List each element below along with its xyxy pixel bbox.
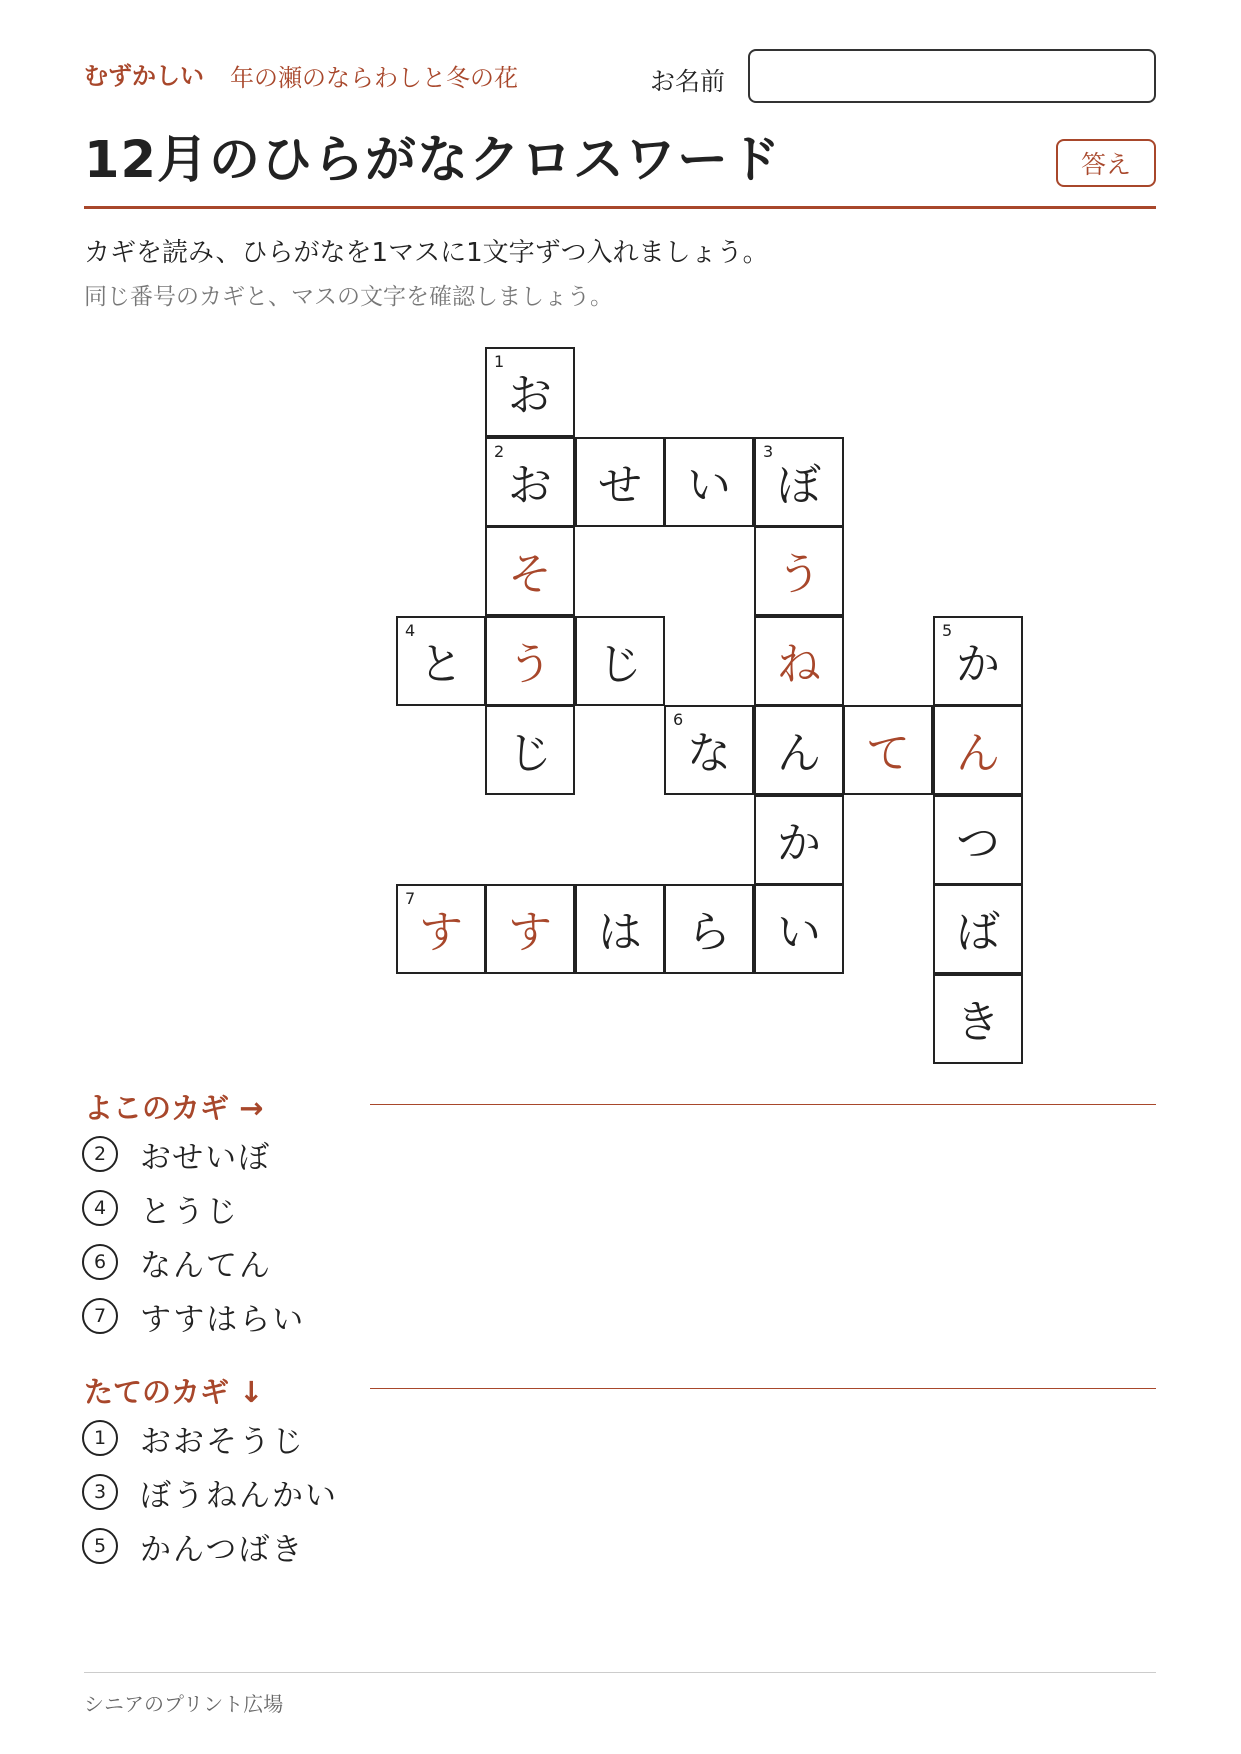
- cell-letter: い: [777, 907, 821, 958]
- clue-text: ぼうねんかい: [140, 1477, 338, 1514]
- cell-number: 7: [405, 889, 416, 908]
- grid-cell[interactable]: [396, 884, 486, 974]
- grid-cell[interactable]: [485, 526, 575, 616]
- grid-cell[interactable]: [396, 616, 486, 706]
- cell-number: 3: [763, 442, 774, 461]
- clue-item: [82, 1415, 305, 1461]
- cell-letter: じ: [598, 639, 642, 690]
- cell-letter: す: [508, 907, 552, 958]
- clue-number-badge: 2: [82, 1136, 118, 1172]
- grid-cell[interactable]: [933, 795, 1023, 885]
- grid-cell[interactable]: [485, 884, 575, 974]
- cell-letter: て: [866, 728, 910, 779]
- difficulty-label: むずかしい: [84, 62, 204, 90]
- cell-letter: う: [508, 639, 552, 690]
- cell-letter: お: [508, 370, 552, 421]
- cell-letter: ば: [956, 907, 1000, 958]
- grid-cell[interactable]: [664, 705, 754, 795]
- clue-text: なんてん: [140, 1247, 272, 1284]
- grid-cell[interactable]: [933, 884, 1023, 974]
- grid-cell[interactable]: [843, 705, 933, 795]
- cell-letter: い: [687, 460, 731, 511]
- cell-letter: か: [956, 639, 1000, 690]
- clue-text: おせいぼ: [140, 1139, 272, 1176]
- cell-number: 5: [942, 621, 953, 640]
- name-label: お名前: [650, 67, 726, 96]
- cell-letter: ん: [956, 728, 1000, 779]
- grid-cell[interactable]: [485, 437, 575, 527]
- cell-letter: ね: [777, 639, 821, 690]
- instruction-line-1: カギを読み、ひらがなを1マスに1文字ずつ入れましょう。: [84, 238, 769, 268]
- footer-credit: シニアのプリント広場: [84, 1692, 284, 1716]
- cell-letter: す: [419, 907, 463, 958]
- clue-item: [82, 1185, 239, 1231]
- clue-text: すすはらい: [140, 1301, 306, 1338]
- grid-cell[interactable]: [754, 795, 844, 885]
- answer-badge: 答え: [1056, 139, 1156, 187]
- grid-cell[interactable]: [754, 705, 844, 795]
- clue-text: おおそうじ: [140, 1423, 305, 1460]
- cell-number: 1: [494, 352, 505, 371]
- cell-letter: ら: [687, 907, 731, 958]
- cell-letter: か: [777, 818, 821, 869]
- grid-cell[interactable]: [933, 705, 1023, 795]
- grid-cell[interactable]: [575, 437, 665, 527]
- clue-item: [82, 1523, 304, 1569]
- grid-cell[interactable]: [575, 616, 665, 706]
- clue-text: かんつばき: [140, 1531, 305, 1568]
- instruction-line-2: 同じ番号のカギと、マスの文字を確認しましょう。: [84, 284, 613, 310]
- down-divider: [370, 1388, 1156, 1389]
- grid-cell[interactable]: [754, 437, 844, 527]
- grid-cell[interactable]: [754, 616, 844, 706]
- grid-cell[interactable]: [933, 616, 1023, 706]
- across-clues-title: よこのカギ →: [84, 1091, 264, 1125]
- cell-letter: つ: [956, 818, 1000, 869]
- grid-cell[interactable]: [485, 347, 575, 437]
- grid-cell[interactable]: [485, 616, 575, 706]
- clue-number-badge: 3: [82, 1474, 118, 1510]
- clue-number-badge: 6: [82, 1244, 118, 1280]
- clue-item: [82, 1469, 338, 1515]
- cell-letter: き: [956, 997, 1000, 1048]
- grid-cell[interactable]: [664, 437, 754, 527]
- across-divider: [370, 1104, 1156, 1105]
- page-title: 12月のひらがなクロスワード: [84, 131, 781, 190]
- clue-item: [82, 1131, 271, 1177]
- cell-letter: そ: [508, 549, 552, 600]
- clue-number-badge: 7: [82, 1298, 118, 1334]
- grid-cell[interactable]: [664, 884, 754, 974]
- cell-letter: せ: [598, 460, 642, 511]
- cell-letter: う: [777, 549, 821, 600]
- cell-number: 6: [673, 710, 684, 729]
- cell-number: 4: [405, 621, 416, 640]
- clue-number-badge: 1: [82, 1420, 118, 1456]
- grid-cell[interactable]: [754, 884, 844, 974]
- grid-cell[interactable]: [485, 705, 575, 795]
- grid-cell[interactable]: [754, 526, 844, 616]
- clue-number-badge: 5: [82, 1528, 118, 1564]
- cell-letter: ん: [777, 728, 821, 779]
- footer-divider: [84, 1672, 1156, 1673]
- clue-number-badge: 4: [82, 1190, 118, 1226]
- cell-letter: は: [598, 907, 642, 958]
- cell-letter: ぼ: [777, 460, 821, 511]
- grid-cell[interactable]: [575, 884, 665, 974]
- clue-text: とうじ: [140, 1193, 239, 1230]
- cell-letter: お: [508, 460, 552, 511]
- theme-label: 年の瀬のならわしと冬の花: [230, 64, 518, 92]
- cell-letter: な: [687, 728, 731, 779]
- grid-cell[interactable]: [933, 974, 1023, 1064]
- down-clues-title: たてのカギ ↓: [84, 1375, 264, 1409]
- clue-item: [82, 1293, 305, 1339]
- clue-item: [82, 1239, 272, 1285]
- cell-letter: じ: [508, 728, 552, 779]
- cell-letter: と: [419, 639, 463, 690]
- cell-number: 2: [494, 442, 505, 461]
